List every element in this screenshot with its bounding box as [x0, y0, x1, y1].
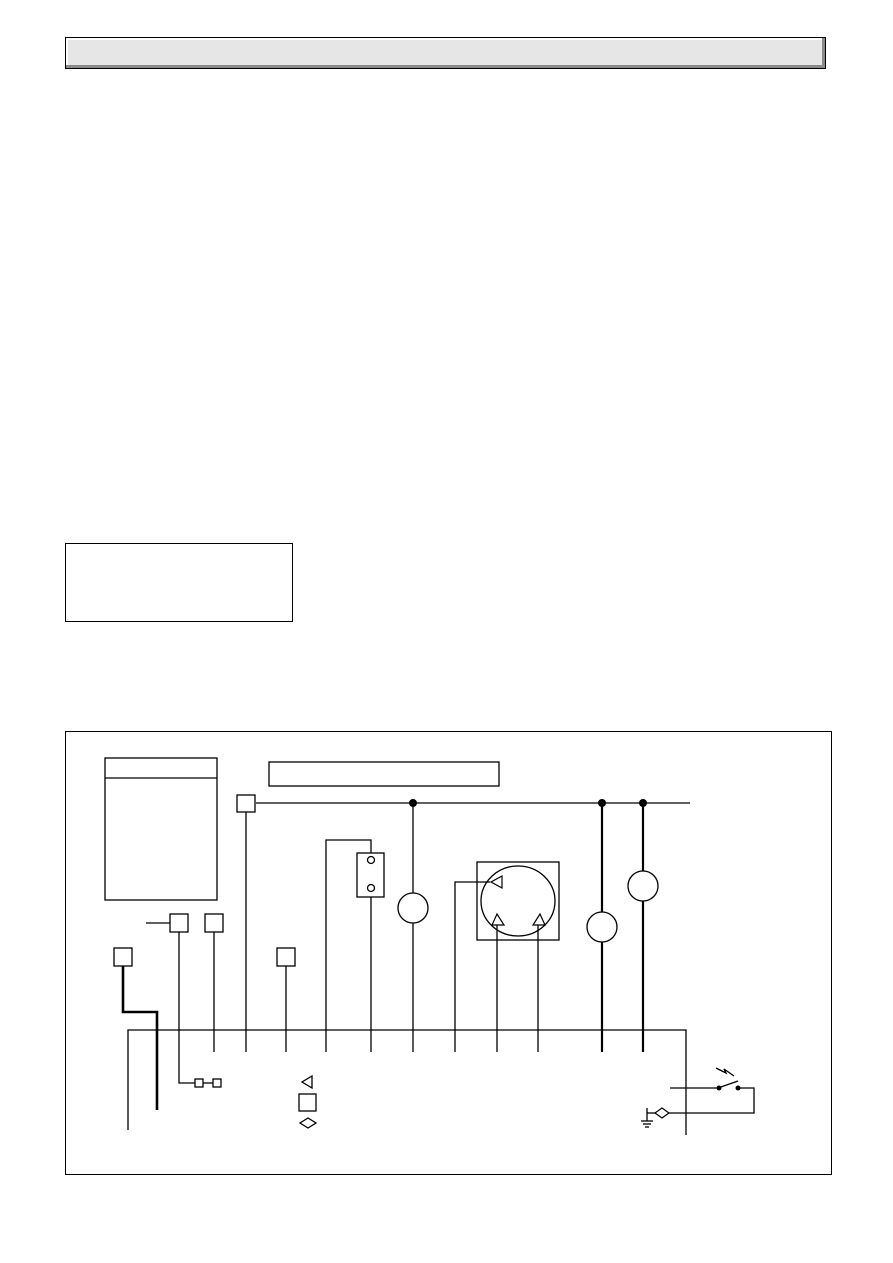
led-legend-box [65, 543, 293, 622]
wiring-diagram-frame [65, 731, 832, 1175]
status-table [0, 0, 893, 540]
led-legend-icons [66, 544, 292, 621]
